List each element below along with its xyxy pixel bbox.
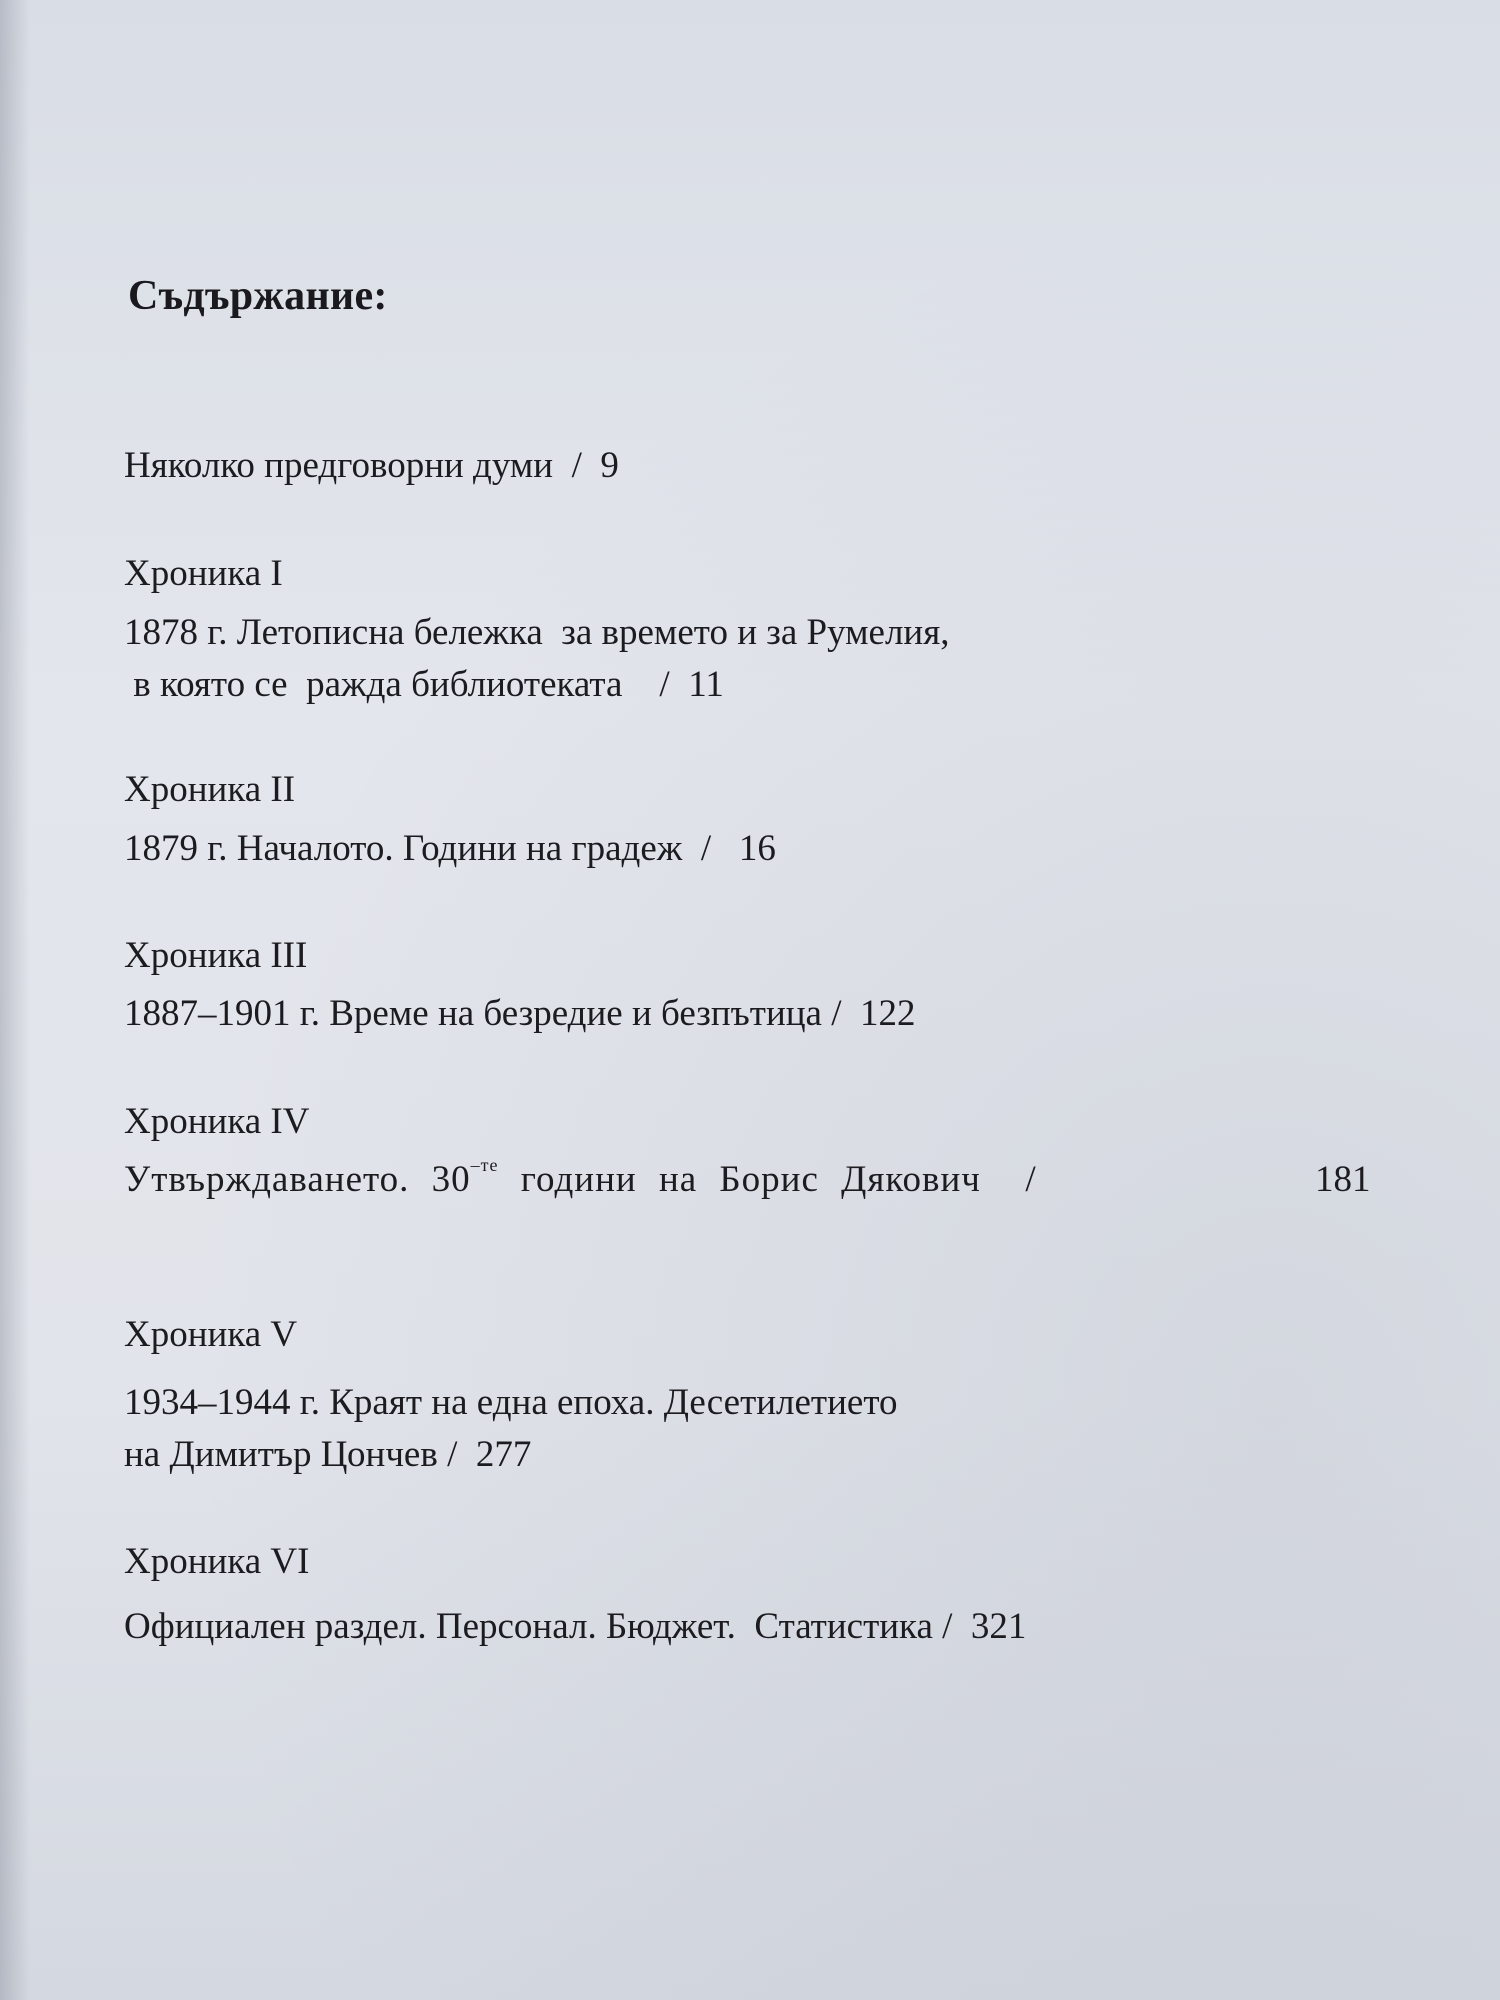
page-edge-shadow (0, 0, 30, 2000)
chronicle-1-title: Хроника I (124, 553, 283, 594)
chronicle-4-superscript: –те (470, 1155, 499, 1175)
chronicle-4-line-1 (124, 1155, 1037, 1202)
chronicle-5-title: Хроника V (124, 1314, 298, 1355)
chronicle-4-title: Хроника IV (124, 1101, 310, 1142)
chronicle-1-line-2: в която се ражда библиотеката / 11 (124, 664, 724, 705)
toc-entry-foreword: Няколко предговорни думи / 9 (124, 445, 619, 486)
chronicle-3-line-1: 1887–1901 г. Време на безредие и безпътица / 122 (124, 993, 916, 1034)
chronicle-4-text-a: Утвърждаването. 30 (124, 1159, 471, 1200)
chronicle-3-title: Хроника III (124, 935, 308, 976)
chronicle-2-line-1: 1879 г. Началото. Години на градеж / 16 (124, 828, 776, 869)
chronicle-4-text-b: години на Борис Дякович / (498, 1159, 1037, 1200)
chronicle-1-line-1: 1878 г. Летописна бележка за времето и за Румелия, (124, 612, 950, 653)
chronicle-5-line-1: 1934–1944 г. Краят на една епоха. Десетилетието (124, 1382, 898, 1423)
chronicle-2-title: Хроника II (124, 769, 296, 810)
contents-heading: Съдържание: (128, 273, 388, 319)
chronicle-5-line-2: на Димитър Цончев / 277 (124, 1434, 532, 1475)
chronicle-4-page-number: 181 (1315, 1159, 1371, 1200)
chronicle-6-line-1: Официален раздел. Персонал. Бюджет. Статистика / 321 (124, 1606, 1027, 1647)
chronicle-6-title: Хроника VI (124, 1541, 310, 1582)
